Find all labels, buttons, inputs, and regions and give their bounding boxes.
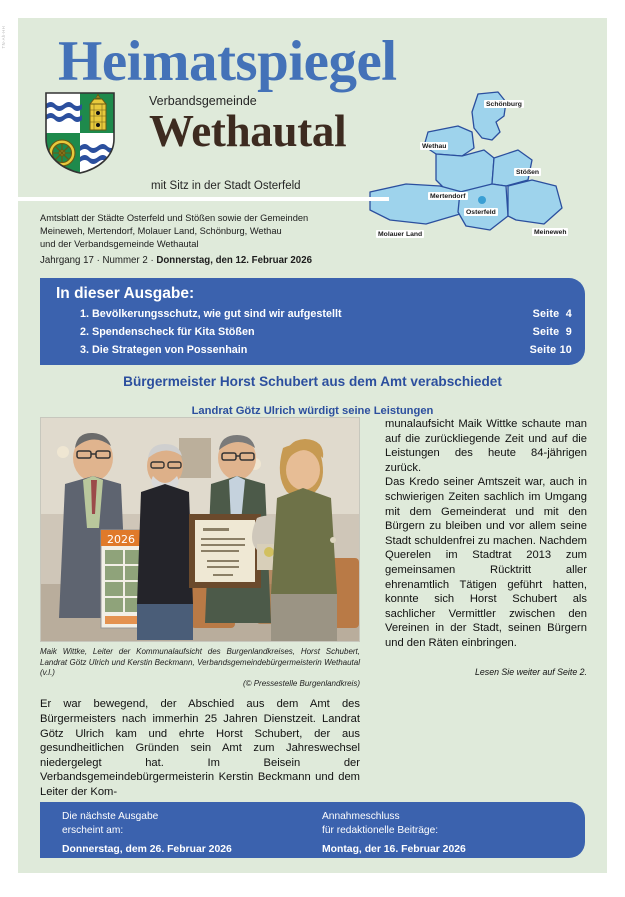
toc-item-1-label: 1. Bevölkerungsschutz, wie gut sind wir aufgestellt — [80, 308, 342, 320]
next-issue-date: Donnerstag, dem 26. Februar 2026 — [62, 844, 232, 855]
deadline-line-2: für redaktionelle Beiträge: — [322, 824, 439, 836]
photo-caption — [40, 647, 360, 689]
map-label-stoessen: Stößen — [516, 168, 540, 176]
issue-line — [40, 255, 312, 266]
map-label-osterfeld: Osterfeld — [466, 208, 496, 216]
issue-date: Donnerstag, den 12. Februar 2026 — [156, 255, 312, 266]
map-label-schoenburg: Schönburg — [486, 100, 522, 108]
article-headline: Bürgermeister Horst Schubert aus dem Amt verabschiedet — [123, 374, 502, 389]
imprint-line-3: und der Verbandsgemeinde Wethautal — [40, 239, 199, 250]
verbandsgemeinde-seat: mit Sitz in der Stadt Osterfeld — [151, 180, 301, 192]
article-photo — [40, 417, 360, 642]
map-svg — [366, 88, 601, 268]
issue-sep-1: · — [96, 255, 100, 266]
issue-number: Nummer 2 — [102, 255, 148, 266]
toc-list — [80, 308, 572, 362]
map-label-wethau: Wethau — [422, 142, 447, 150]
continue-reading-note: Lesen Sie weiter auf Seite 2. — [475, 666, 587, 677]
toc-item-3-page: Seite 10 — [529, 344, 572, 356]
photo-credit: (© Pressestelle Burgenlandkreis) — [242, 678, 360, 688]
deadline-line-1: Annahmeschluss — [322, 811, 400, 822]
deadline-date: Montag, der 16. Februar 2026 — [322, 844, 466, 855]
deadline-block — [322, 810, 466, 855]
toc-title: In dieser Ausgabe: — [56, 285, 195, 302]
toc-item-3-label: 3. Die Strategen von Possenhain — [80, 344, 248, 356]
toc-item-1-page: Seite 4 — [532, 308, 572, 320]
svg-text:2026: 2026 — [107, 533, 135, 546]
article-columns — [40, 417, 587, 797]
imprint-block — [40, 212, 370, 252]
map-label-molauer-land: Molauer Land — [378, 230, 423, 238]
toc-item-2[interactable] — [80, 326, 572, 344]
map-label-meineweh: Meineweh — [534, 228, 567, 236]
municipality-map — [366, 88, 601, 268]
margin-print-code: TN-Ah-HH — [1, 26, 6, 49]
photo-svg — [41, 418, 360, 642]
issue-volume: Jahrgang 17 — [40, 255, 94, 266]
toc-item-2-label: 2. Spendenscheck für Kita Stößen — [80, 326, 255, 338]
photo-caption-text: Maik Wittke, Leiter der Kommunalaufsicht des Burgenlandkreises, Horst Schubert, Landrat Götz Ulrich und Kerstin Beckmann, Verbandsgemeindebürgermeisterin Wethautal (v.l.) — [40, 647, 360, 678]
publication-title: Heimatspiegel — [58, 30, 397, 93]
next-issue-line-1: Die nächste Ausgabe — [62, 811, 159, 822]
verbandsgemeinde-label: Verbandsgemeinde — [149, 94, 257, 108]
map-label-mertendorf: Mertendorf — [430, 192, 466, 200]
article-body-right-paragraph-1: munalaufsicht Maik Wittke schaute man auf die zurückliegende Zeit und auf die Leistungen des heute 84-jährigen zurück. — [385, 418, 587, 474]
issue-sep-2: · — [150, 255, 154, 266]
toc-item-3[interactable] — [80, 344, 572, 362]
table-of-contents-box — [40, 278, 585, 365]
article-subhead: Landrat Götz Ulrich würdigt seine Leistungen — [191, 405, 434, 417]
toc-item-1[interactable] — [80, 308, 572, 326]
seat-marker-icon — [478, 196, 486, 204]
lead-article-heading — [40, 370, 585, 417]
coat-of-arms-icon — [44, 91, 116, 175]
next-issue-line-2: erscheint am: — [62, 824, 124, 836]
article-column-left — [40, 417, 365, 800]
masthead-divider — [18, 197, 389, 201]
article-column-right — [385, 417, 587, 679]
footer-notice-box — [40, 802, 585, 858]
toc-item-2-page: Seite 9 — [532, 326, 572, 338]
verbandsgemeinde-name: Wethautal — [149, 106, 347, 156]
article-body-left — [40, 697, 360, 799]
imprint-line-1: Amtsblatt der Städte Osterfeld und Stößen sowie der Gemeinden — [40, 213, 309, 223]
article-body-right-paragraph-2: Das Kredo seiner Amtszeit war, auch in schwierigen Zeiten sachlich im Umgang mit dem Gemeinderat und mit den Bürgern zu bleiben und vor allem seine Stadt schuldenfrei zu machen. Nachdem Querelen im Stadtrat 2013 zum gemeinsamen Rücktritt aller ehrenamtlich Tätigen geführt hatten, konnte sich Horst Schubert als sachlicher Vermittler zwischen den Vereinen in der Stadt, seinen Bürgern und den Räten einbringen. — [385, 476, 587, 649]
imprint-line-2: Meineweh, Mertendorf, Molauer Land, Schönburg, Wethau — [40, 226, 282, 237]
article-body-left-paragraph: Er war bewegend, der Abschied aus dem Amt des Bürgermeisters nach immerhin 25 Jahren Dienstzeit. Landrat Götz Ulrich kam und ehrte Horst Schubert, der aus gesundheitlichen Gründen sein Amt zum Jahreswechsel niedergelegt hat. Im Beisein der Verbandsgemeindebürgermeisterin Kerstin Beckmann und dem Leiter der Kom- — [40, 698, 360, 798]
next-issue-block — [62, 810, 232, 855]
